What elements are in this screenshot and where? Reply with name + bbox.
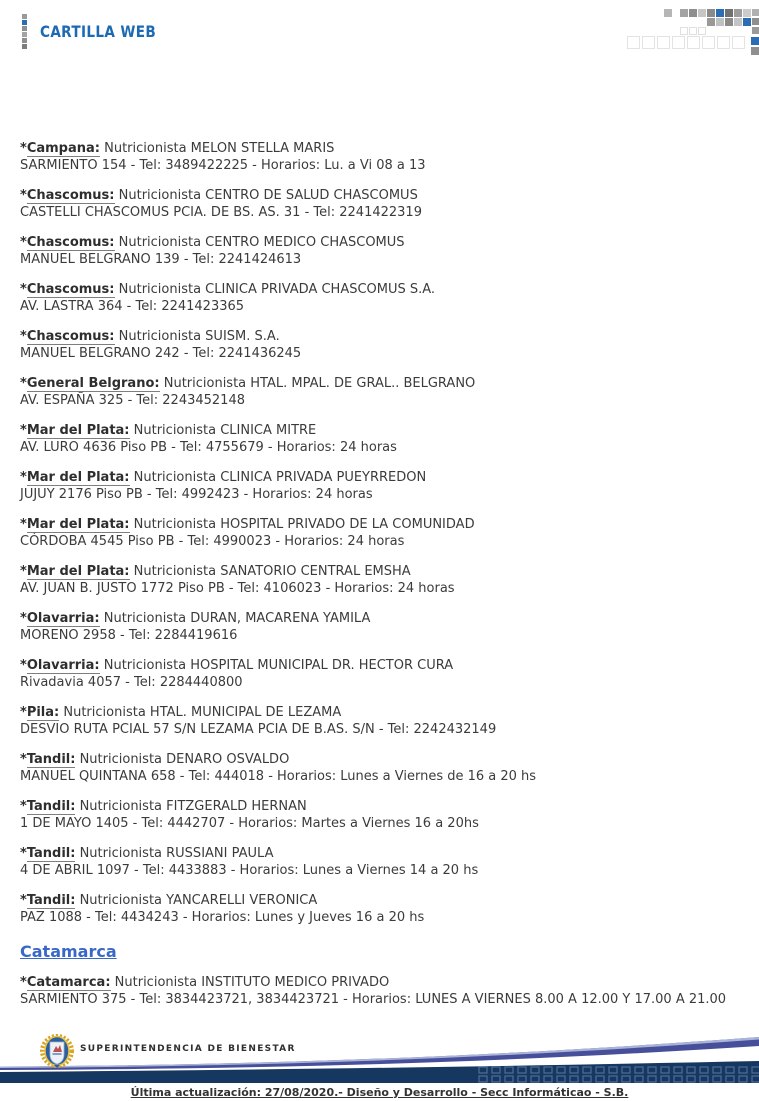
brand-title: CARTILLA WEB (40, 22, 157, 41)
entry-asterisk: * (20, 188, 27, 203)
mosaic-square (707, 9, 715, 17)
pixel-mosaic-decoration (617, 0, 759, 60)
mosaic-square (751, 47, 759, 55)
entry-provider: Nutricionista HTAL. MUNICIPAL DE LEZAMA (59, 705, 342, 720)
entry-provider: Nutricionista CLINICA MITRE (129, 423, 317, 438)
mosaic-square (743, 18, 751, 26)
entry-details: CASTELLI CHASCOMUS PCIA. DE BS. AS. 31 - Tel: 2241422319 (20, 205, 422, 220)
entry-provider: Nutricionista HTAL. MPAL. DE GRAL.. BELGRANO (159, 376, 476, 391)
directory-entry (20, 657, 739, 691)
entry-provider: Nutricionista RUSSIANI PAULA (75, 846, 274, 861)
entry-provider: Nutricionista INSTITUTO MEDICO PRIVADO (110, 975, 390, 990)
entry-asterisk: * (20, 799, 27, 814)
entry-city: Mar del Plata: (26, 470, 130, 485)
mosaic-square (657, 36, 670, 49)
mosaic-square (716, 9, 724, 17)
entry-city: Catamarca: (26, 975, 111, 990)
directory-entry (20, 610, 739, 644)
entry-details: PAZ 1088 - Tel: 4434243 - Horarios: Lunes y Jueves 16 a 20 hs (20, 910, 425, 925)
mosaic-square (22, 38, 27, 43)
entry-city: Olavarria: (26, 611, 100, 626)
mosaic-square (22, 20, 27, 25)
directory-entry (20, 751, 739, 785)
entry-details: SARMIENTO 154 - Tel: 3489422225 - Horarios: Lu. a Vi 08 a 13 (20, 158, 426, 173)
mosaic-square (698, 9, 706, 17)
entry-details: AV. LASTRA 364 - Tel: 2241423365 (20, 299, 245, 314)
entry-city: Mar del Plata: (26, 517, 130, 532)
entry-provider: Nutricionista MELON STELLA MARIS (99, 141, 335, 156)
mosaic-square (752, 27, 759, 34)
mosaic-square (707, 18, 715, 26)
entry-city: Olavarria: (26, 658, 100, 673)
directory-entry (20, 422, 739, 456)
entry-details: JUJUY 2176 Piso PB - Tel: 4992423 - Horarios: 24 horas (20, 487, 373, 502)
entry-provider: Nutricionista SANATORIO CENTRAL EMSHA (129, 564, 411, 579)
entry-asterisk: * (20, 329, 27, 344)
entry-asterisk: * (20, 470, 27, 485)
entry-city: Chascomus: (26, 282, 115, 297)
entry-provider: Nutricionista FITZGERALD HERNAN (75, 799, 307, 814)
entry-details: CÓRDOBA 4545 Piso PB - Tel: 4990023 - Horarios: 24 horas (20, 534, 405, 549)
page-footer (0, 1031, 759, 1101)
entry-city: Tandil: (26, 846, 76, 861)
entry-details: AV. JUAN B. JUSTO 1772 Piso PB - Tel: 4106023 - Horarios: 24 horas (20, 581, 455, 596)
directory-entry (20, 469, 739, 503)
entry-details: 1 DE MAYO 1405 - Tel: 4442707 - Horarios: Martes a Viernes 16 a 20hs (20, 816, 479, 831)
entry-details: Rivadavia 4057 - Tel: 2284440800 (20, 675, 243, 690)
entry-asterisk: * (20, 517, 27, 532)
entry-details: MANUEL QUINTANA 658 - Tel: 444018 - Horarios: Lunes a Viernes de 16 a 20 hs (20, 769, 537, 784)
entry-asterisk: * (20, 705, 27, 720)
entry-city: Mar del Plata: (26, 564, 130, 579)
directory-entry (20, 892, 739, 926)
entry-details: AV. ESPAÑA 325 - Tel: 2243452148 (20, 393, 245, 408)
entry-details: MANUEL BELGRANO 139 - Tel: 2241424613 (20, 252, 302, 267)
entry-provider: Nutricionista DENARO OSVALDO (75, 752, 290, 767)
entry-city: Chascomus: (26, 235, 115, 250)
mosaic-square (689, 27, 697, 35)
mosaic-square (716, 18, 724, 26)
entry-details: MORENO 2958 - Tel: 2284419616 (20, 628, 238, 643)
mosaic-square (642, 36, 655, 49)
mosaic-square (627, 36, 640, 49)
mosaic-square (725, 18, 733, 26)
mosaic-square (22, 44, 27, 49)
entry-city: Tandil: (26, 752, 76, 767)
entry-city: Campana: (26, 141, 100, 156)
entry-asterisk: * (20, 564, 27, 579)
directory-entry (20, 974, 739, 1008)
entry-asterisk: * (20, 282, 27, 297)
entry-provider: Nutricionista SUISM. S.A. (114, 329, 280, 344)
directory-entry (20, 187, 739, 221)
directory-entry (20, 140, 739, 174)
mosaic-square (672, 36, 685, 49)
entry-city: Mar del Plata: (26, 423, 130, 438)
entry-provider: Nutricionista YANCARELLI VERONICA (75, 893, 318, 908)
entry-provider: Nutricionista HOSPITAL PRIVADO DE LA COMUNIDAD (129, 517, 475, 532)
mosaic-square (702, 36, 715, 49)
directory-entry (20, 375, 739, 409)
footer-org-name: SUPERINTENDENCIA DE BIENESTAR (80, 1044, 296, 1054)
entry-details: SARMIENTO 375 - Tel: 3834423721, 3834423721 - Horarios: LUNES A VIERNES 8.00 A 12.00 Y 17.00 A 21.00 (20, 992, 727, 1007)
entry-asterisk: * (20, 611, 27, 626)
directory-entry (20, 281, 739, 315)
mosaic-square (732, 36, 745, 49)
mosaic-square (698, 27, 706, 35)
mosaic-square (680, 9, 688, 17)
mosaic-square (734, 9, 742, 17)
mosaic-square (752, 9, 759, 16)
footer-update-line: Última actualización: 27/08/2020.- Diseño y Desarrollo - Secc Informáticao - S.B. (130, 1086, 629, 1099)
page-header (0, 0, 759, 60)
entry-asterisk: * (20, 752, 27, 767)
entry-provider: Nutricionista CENTRO MEDICO CHASCOMUS (114, 235, 405, 250)
mosaic-square (689, 9, 697, 17)
entry-city: Chascomus: (26, 188, 115, 203)
entry-city: Chascomus: (26, 329, 115, 344)
directory-entry (20, 798, 739, 832)
entry-provider: Nutricionista CENTRO DE SALUD CHASCOMUS (114, 188, 418, 203)
directory-entry (20, 328, 739, 362)
directory-entry (20, 845, 739, 879)
entry-provider: Nutricionista CLINICA PRIVADA PUEYRREDON (129, 470, 427, 485)
entry-asterisk: * (20, 376, 27, 391)
entry-city: General Belgrano: (26, 376, 160, 391)
mosaic-square (752, 18, 759, 25)
mosaic-square (664, 9, 672, 17)
mosaic-square (687, 36, 700, 49)
entry-provider: Nutricionista HOSPITAL MUNICIPAL DR. HECTOR CURA (99, 658, 454, 673)
mosaic-square (22, 26, 27, 31)
entry-asterisk: * (20, 846, 27, 861)
entry-details: MANUEL BELGRANO 242 - Tel: 2241436245 (20, 346, 302, 361)
logo-squares-decoration (22, 14, 28, 50)
directory-entry (20, 704, 739, 738)
entry-provider: Nutricionista DURAN, MACARENA YAMILA (99, 611, 371, 626)
mosaic-square (22, 32, 27, 37)
mosaic-square (725, 9, 733, 17)
entry-city: Pila: (26, 705, 60, 720)
directory-entry (20, 234, 739, 268)
entry-city: Tandil: (26, 893, 76, 908)
entry-details: DESVIO RUTA PCIAL 57 S/N LEZAMA PCIA DE B.AS. S/N - Tel: 2242432149 (20, 722, 497, 737)
entry-asterisk: * (20, 893, 27, 908)
entry-asterisk: * (20, 975, 27, 990)
entry-details: 4 DE ABRIL 1097 - Tel: 4433883 - Horarios: Lunes a Viernes 14 a 20 hs (20, 863, 479, 878)
directory-entry (20, 516, 739, 550)
mosaic-square (680, 27, 688, 35)
entry-provider: Nutricionista CLINICA PRIVADA CHASCOMUS S.A. (114, 282, 436, 297)
entry-details: AV. LURO 4636 Piso PB - Tel: 4755679 - Horarios: 24 horas (20, 440, 397, 455)
section-heading[interactable]: Catamarca (20, 942, 117, 961)
mosaic-square (751, 37, 759, 45)
mosaic-square (717, 36, 730, 49)
directory-entry (20, 563, 739, 597)
superintendencia-logo-icon (40, 1032, 74, 1072)
entry-asterisk: * (20, 235, 27, 250)
mosaic-square (22, 14, 27, 19)
directory-list (0, 60, 759, 1021)
mosaic-square (743, 9, 751, 17)
entry-city: Tandil: (26, 799, 76, 814)
mosaic-square (734, 18, 742, 26)
entry-asterisk: * (20, 141, 27, 156)
entry-asterisk: * (20, 423, 27, 438)
entry-asterisk: * (20, 658, 27, 673)
